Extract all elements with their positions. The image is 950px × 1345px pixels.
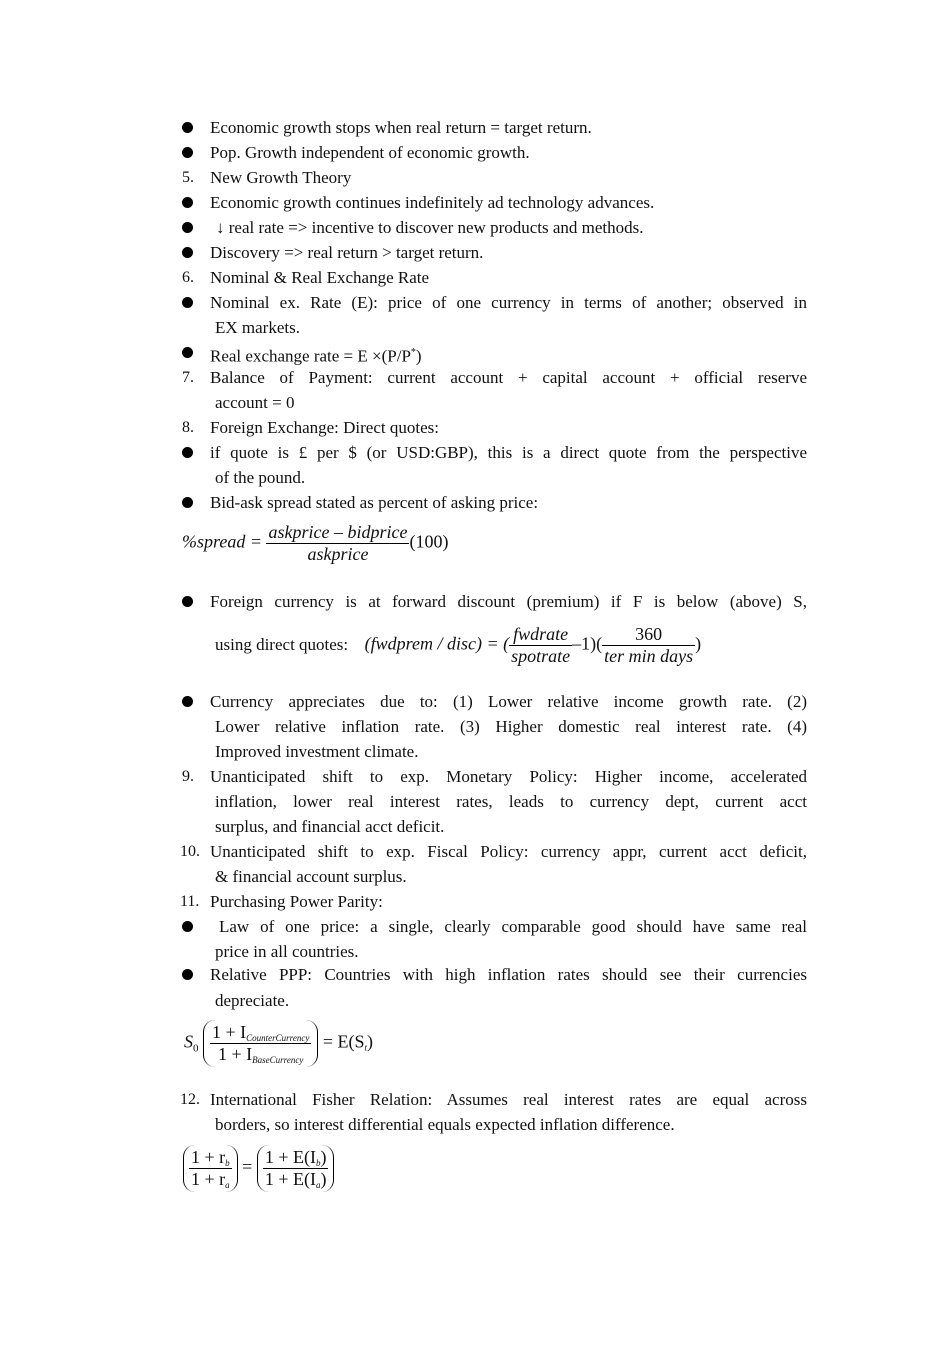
text-line: inflation, lower real interest rates, leads to currency dept, current acct (215, 792, 807, 811)
bullet-dot (182, 447, 193, 458)
bullet-dot (182, 969, 193, 980)
text-span: ) (320, 1147, 327, 1167)
text-line: of the pound. (215, 468, 306, 487)
equals-sign: = (242, 1156, 253, 1177)
item-number: 9. (182, 768, 194, 785)
text-line: Nominal ex. Rate (E): price of one currency in terms of another; observed in (210, 293, 807, 312)
equation-mid: –1)( (572, 633, 603, 654)
fraction (263, 1147, 329, 1190)
forward-premium-equation (215, 624, 701, 667)
text-line: Bid-ask spread stated as percent of asking price: (210, 493, 539, 512)
fraction-numerator (189, 1147, 232, 1169)
text-span: ) (320, 1169, 327, 1189)
text-line: Economic growth continues indefinitely ad technology advances. (210, 193, 655, 212)
text-line: borders, so interest differential equals expected inflation difference. (215, 1115, 675, 1134)
equation-rhs: = E(S (322, 1031, 365, 1052)
text-span: 1 + I (218, 1044, 253, 1064)
text-line: price in all countries. (215, 942, 359, 961)
text-line: Discovery => real return > target return. (210, 243, 484, 262)
item-number: 11. (180, 893, 200, 910)
equation-symbol: S (184, 1031, 193, 1052)
section-heading: New Growth Theory (210, 168, 352, 187)
fraction-denominator: ter min days (604, 646, 694, 666)
bullet-dot (182, 497, 193, 508)
fraction-numerator: askprice – bidprice (268, 522, 408, 542)
text-line: account = 0 (215, 393, 295, 412)
fraction-denominator (189, 1169, 232, 1190)
text-line: Currency appreciates due to: (1) Lower relative income growth rate. (2) (210, 692, 807, 711)
item-number: 6. (182, 269, 194, 286)
text-line: if quote is £ per $ (or USD:GBP), this is a direct quote from the perspective (210, 443, 807, 462)
fraction (266, 522, 409, 565)
text-line: Foreign currency is at forward discount (premium) if F is below (above) S, (210, 592, 807, 611)
parenthesis-group (257, 1145, 335, 1192)
text-span: 1 + r (191, 1147, 226, 1167)
subscript: 0 (193, 1042, 199, 1055)
fraction-denominator (210, 1044, 311, 1065)
text-line: Economic growth stops when real return = target return. (210, 118, 592, 137)
equation-lhs: (fwdprem / disc) = ( (364, 633, 510, 654)
text-line: Law of one price: a single, clearly comparable good should have same real (219, 917, 807, 936)
text-span: ) (415, 346, 422, 366)
bullet-dot (182, 297, 193, 308)
fraction (509, 624, 572, 667)
fraction-denominator: spotrate (511, 646, 571, 666)
fisher-equation (183, 1145, 334, 1192)
text-span: Real exchange rate = E ×(P/P (210, 346, 411, 366)
text-line: Relative PPP: Countries with high inflation rates should see their currencies (210, 965, 807, 984)
bullet-dot (182, 247, 193, 258)
equation-tail: (100) (409, 531, 449, 552)
subscript: a (225, 1180, 230, 1190)
text-line (210, 215, 807, 240)
fraction (602, 624, 695, 667)
subscript: b (315, 1158, 321, 1168)
bullet-dot (182, 222, 193, 233)
subscript: t (364, 1042, 367, 1053)
equation-prefix: using direct quotes: (215, 634, 349, 654)
fraction (189, 1147, 232, 1190)
spread-equation (182, 522, 448, 565)
item-number: 12. (180, 1091, 200, 1108)
bullet-dot (182, 147, 193, 158)
text-line: Balance of Payment: current account + capital account + official reserve (210, 368, 807, 387)
section-heading: Nominal & Real Exchange Rate (210, 268, 430, 287)
section-heading: Foreign Exchange: Direct quotes: (210, 418, 439, 437)
item-number: 7. (182, 369, 194, 386)
item-number: 8. (182, 419, 194, 436)
item-number: 10. (180, 843, 200, 860)
text-line: International Fisher Relation: Assumes real interest rates are equal across (210, 1090, 807, 1109)
text-span: 1 + r (191, 1169, 226, 1189)
subscript: CounterCurrency (246, 1033, 310, 1043)
text-line: & financial account surplus. (215, 867, 407, 886)
parenthesis-group (183, 1145, 238, 1192)
text-line: Pop. Growth independent of economic growth. (210, 143, 530, 162)
text-line: EX markets. (215, 318, 300, 337)
text-span: 1 + E(I (264, 1147, 316, 1167)
bullet-dot (182, 122, 193, 133)
fraction (210, 1022, 311, 1065)
text-line: Lower relative inflation rate. (3) Higher domestic real interest rate. (4) (215, 717, 807, 736)
equation-lhs: %spread = (182, 531, 262, 552)
bullet-dot (182, 596, 193, 607)
text-line: Unanticipated shift to exp. Monetary Policy: Higher income, accelerated (210, 767, 807, 786)
fraction-denominator (263, 1169, 329, 1190)
fraction-denominator: askprice (307, 544, 369, 564)
fraction-numerator (263, 1147, 329, 1169)
subscript: a (315, 1180, 321, 1190)
fraction-numerator: fwdrate (509, 624, 572, 646)
text-span: 1 + I (212, 1022, 247, 1042)
text-line: Unanticipated shift to exp. Fiscal Policy: currency appr, current acct deficit, (210, 842, 807, 861)
superscript: * (410, 347, 416, 358)
text-span: 1 + E(I (264, 1169, 316, 1189)
subscript: b (225, 1158, 230, 1168)
equation-tail: ) (367, 1031, 373, 1052)
bullet-dot (182, 921, 193, 932)
text-span: real rate => incentive to discover new products and methods. (228, 218, 644, 237)
text-line: Improved investment climate. (215, 742, 419, 761)
text-line: surplus, and financial acct deficit. (215, 817, 445, 836)
section-heading: Purchasing Power Parity: (210, 892, 383, 911)
fraction-numerator: 360 (602, 624, 695, 646)
bullet-dot (182, 696, 193, 707)
bullet-dot (182, 197, 193, 208)
down-arrow-icon: ↓ (216, 218, 225, 237)
equation-tail: ) (695, 633, 702, 654)
text-line: depreciate. (215, 991, 290, 1010)
item-number: 5. (182, 169, 194, 186)
parenthesis-group (203, 1020, 318, 1067)
fraction-numerator (210, 1022, 311, 1044)
ppp-equation (184, 1020, 373, 1067)
subscript: BaseCurrency (252, 1055, 304, 1065)
bullet-dot (182, 347, 193, 358)
